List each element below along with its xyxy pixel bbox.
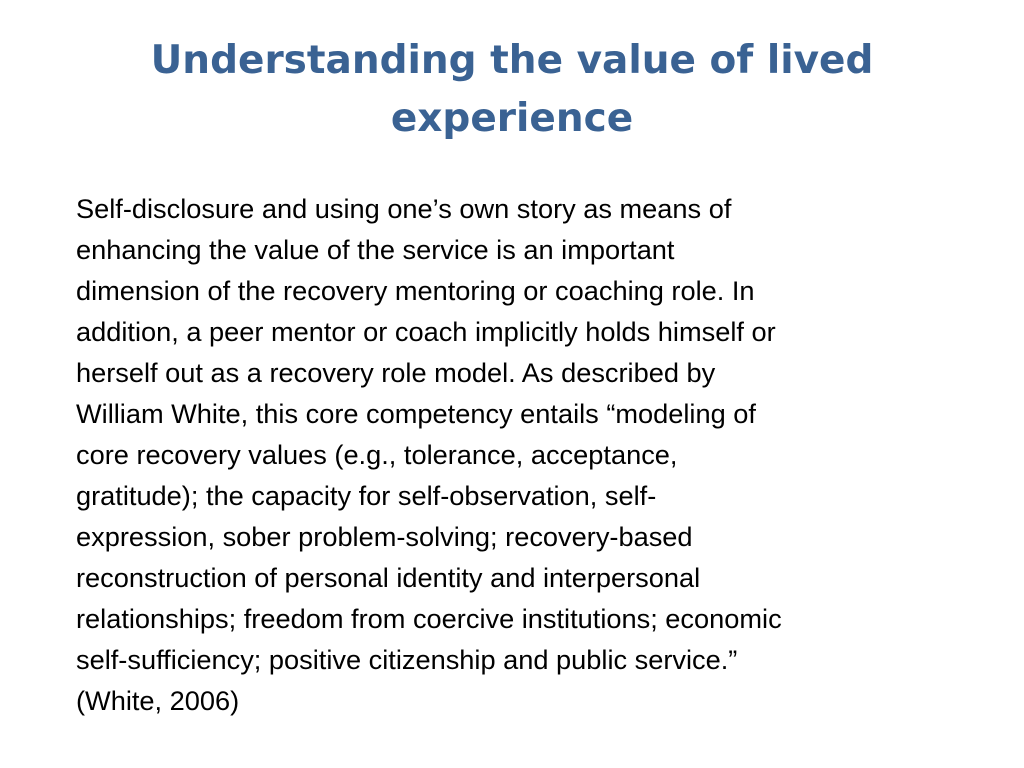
body-line: reconstruction of personal identity and interpersonal (76, 562, 701, 593)
body-line: gratitude); the capacity for self-observation, self- (76, 480, 657, 511)
body-line: self-sufficiency; positive citizenship and public service.” (76, 644, 738, 675)
body-line: enhancing the value of the service is an important (76, 234, 675, 265)
citation-line: (White, 2006) (76, 685, 240, 716)
body-line: herself out as a recovery role model. As described by (76, 357, 716, 388)
body-line: expression, sober problem-solving; recovery-based (76, 521, 693, 552)
body-line: dimension of the recovery mentoring or coaching role. In (76, 275, 755, 306)
title-line: Understanding the value of lived (150, 38, 874, 83)
title-line: experience (390, 96, 634, 141)
body-line: William White, this core competency entails “modeling of (76, 398, 756, 429)
body-paragraph (76, 188, 976, 721)
body-line: core recovery values (e.g., tolerance, acceptance, (76, 439, 678, 470)
body-line: relationships; freedom from coercive institutions; economic (76, 603, 782, 634)
body-line: Self-disclosure and using one’s own story as means of (76, 193, 732, 224)
slide-title (60, 32, 964, 148)
body-line: addition, a peer mentor or coach implicitly holds himself or (76, 316, 776, 347)
